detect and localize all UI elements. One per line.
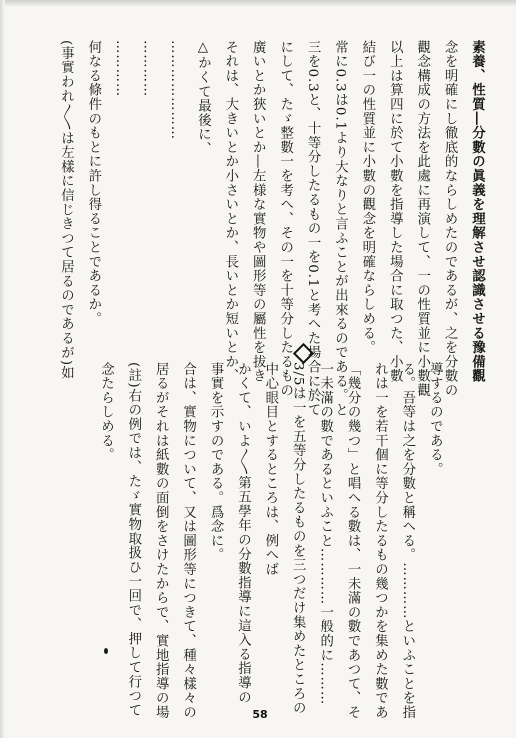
text-column: △かくて最後に、 (195, 40, 211, 156)
text-column: (事實われ〳〵は左樣に信じきつて居るのであるが)如 (58, 40, 74, 381)
text-column: にして、たゞ整數一を考へ、その一を十等分したるもの (277, 40, 293, 398)
text-column: それは、大きいとか小さいとか、長いとか短いとか、 (222, 40, 238, 384)
text-column-bold: 素養、性質―分數の眞義を理解させ認識させる豫備觀 (469, 40, 486, 384)
text-column: 合は、實物について、又は圖形等につきて、種々樣々の (180, 362, 196, 720)
page-number: 58 (252, 708, 268, 721)
text-column: ………… (140, 40, 156, 98)
text-column: ………… (113, 40, 129, 98)
text-column: 事實を示すのである。爲念に。 (208, 362, 224, 563)
scan-top-edge (0, 0, 516, 7)
text-column: 「幾分の幾つ」と唱へる數は、一未滿の數であつて、そ (345, 362, 361, 720)
text-column: 中心眼目とするところは、例へば (262, 362, 278, 577)
scan-left-edge (0, 0, 5, 738)
text-column: 念たらしめる。 (98, 362, 114, 463)
text-column: ………………… (168, 40, 184, 141)
text-column: 導するのである。 (427, 362, 443, 477)
text-column: 觀念構成の方法を此處に再演して、一の性質並に小數觀 (414, 40, 430, 398)
ink-dot (104, 648, 108, 654)
text-column: 以上は算四に於て小數を指導した場合に取つた、小數 (387, 40, 403, 384)
text-column: 廣いとか狹いとか―左様な實物や圖形等の屬性を拔き (250, 40, 266, 384)
text-column: 何なる條件のもとに許し得ることであるか。 (85, 40, 101, 326)
text-column: 3/5は一を五等分したるものを三つだけ集めたところの (290, 362, 306, 716)
text-column: (註)右の例では、たゞ實物取扱ひ一回で、押して行つて (125, 362, 141, 718)
text-column: る。吾等は之を分數と稱へる。…………といふことを指 (399, 362, 415, 720)
text-column: れは一を若干個に等分したるもの幾つかを集めた數であ (372, 362, 388, 720)
text-column: 一未滿の數であるといふこと…………一般的に……… (317, 362, 333, 706)
text-column: 念を明確にし徹底的ならしめたのであるが、之を分數の (442, 40, 458, 398)
text-column: 常に0.3は0.1より大なりと言ふことが出來るのである。と (332, 40, 348, 417)
text-column: 三を0.3と、十等分したるもの一を0.1と考へた場合に於て (305, 40, 321, 417)
text-column: 居るがそれは紙數の面倒をさけたからで、實地指導の場 (153, 362, 169, 720)
text-column: かくて、いよ〳〵第五學年の分數指導に這入る指導の (235, 362, 251, 705)
text-column: 結び一の性質並に小數の觀念を明確ならしめる。 (359, 40, 375, 355)
